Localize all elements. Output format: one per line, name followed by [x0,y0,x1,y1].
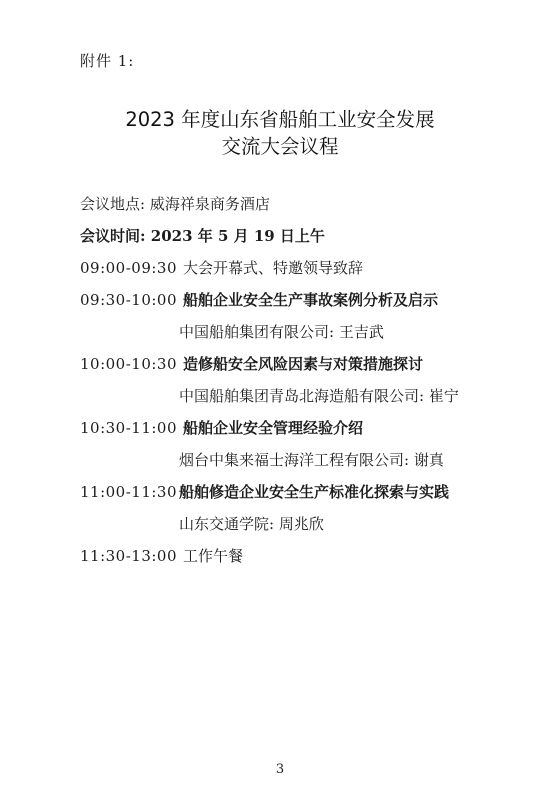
document-title-line-1: 2023 年度山东省船舶工业安全发展 [125,108,435,131]
agenda-speaker: 中国船舶集团有限公司: 王吉武 [179,323,384,341]
agenda-speaker: 山东交通学院: 周兆欣 [179,515,324,533]
agenda-time: 11:30-13:00 [80,547,178,565]
agenda-time: 10:30-11:00 [80,419,178,437]
agenda-topic: 工作午餐 [183,547,244,565]
meeting-venue: 会议地点: 威海祥泉商务酒店 [80,195,270,213]
agenda-time: 09:30-10:00 [80,291,178,309]
agenda-speaker: 中国船舶集团青岛北海造船有限公司: 崔宁 [179,387,459,405]
agenda-topic: 船舶企业安全生产事故案例分析及启示 [183,291,439,309]
agenda-item [80,417,363,438]
agenda-topic: 船舶修造企业安全生产标准化探索与实践 [179,483,450,501]
agenda-topic: 船舶企业安全管理经验介绍 [183,419,364,437]
agenda-item [80,481,449,502]
agenda-item [80,545,243,566]
attachment-label: 附件 1: [80,52,135,70]
page-number: 3 [275,762,285,777]
meeting-time: 会议时间: 2023 年 5 月 19 日上午 [80,227,325,245]
agenda-time: 11:00-11:30 [80,483,178,501]
agenda-topic: 造修船安全风险因素与对策措施探讨 [183,355,424,373]
agenda-time: 10:00-10:30 [80,355,178,373]
agenda-item [80,289,438,310]
agenda-item [80,353,423,374]
agenda-time: 09:00-09:30 [80,259,178,277]
document-title-line-2: 交流大会议程 [221,135,339,158]
agenda-speaker: 烟台中集来福士海洋工程有限公司: 谢真 [179,451,444,469]
agenda-item [80,257,363,278]
agenda-topic: 大会开幕式、特邀领导致辞 [183,259,364,277]
